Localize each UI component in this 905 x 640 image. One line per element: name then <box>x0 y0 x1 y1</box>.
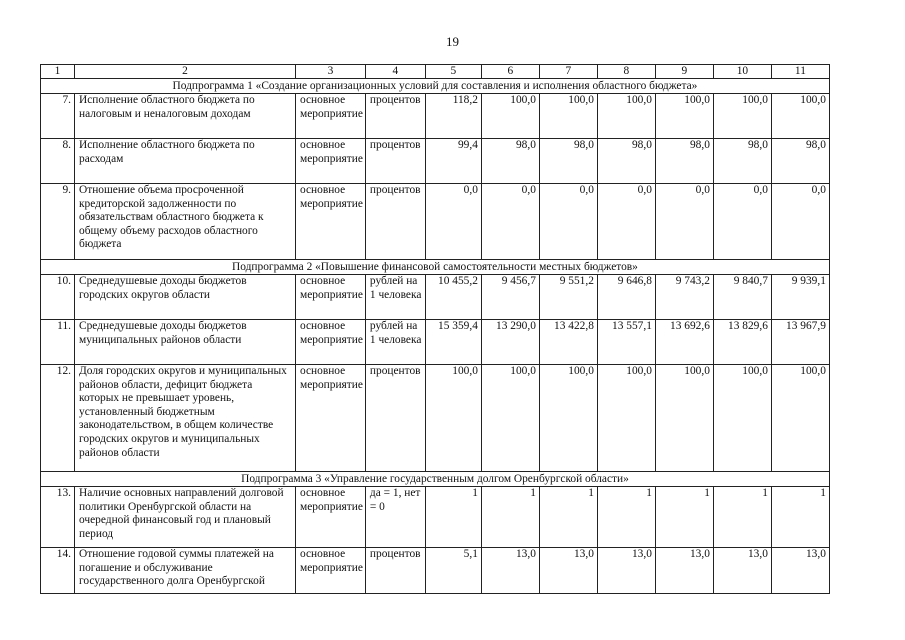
indicator-value: 118,2 <box>425 94 481 139</box>
indicator-name: Наличие основных направлений долговой политики Оренбургской области на очередной финансовый год и плановый период <box>75 487 296 548</box>
indicator-name: Среднедушевые доходы бюджетов городских округов области <box>75 275 296 320</box>
indicator-value: 100,0 <box>655 94 713 139</box>
subprogram-row <box>41 472 830 487</box>
column-number-cell: 4 <box>365 65 425 79</box>
indicator-value: 0,0 <box>481 184 539 260</box>
row-number: 11. <box>41 320 75 365</box>
indicator-value: 5,1 <box>425 548 481 594</box>
row-number: 8. <box>41 139 75 184</box>
indicator-value: 100,0 <box>481 365 539 472</box>
indicator-value: 13 422,8 <box>539 320 597 365</box>
row-number: 10. <box>41 275 75 320</box>
indicator-type: основное мероприятие <box>296 548 366 594</box>
indicator-type: основное мероприятие <box>296 184 366 260</box>
column-number-cell: 5 <box>425 65 481 79</box>
table-row <box>41 94 830 139</box>
row-number: 13. <box>41 487 75 548</box>
indicator-value: 100,0 <box>771 94 829 139</box>
indicator-value: 100,0 <box>655 365 713 472</box>
unit-of-measure: процентов <box>365 184 425 260</box>
indicator-value: 9 551,2 <box>539 275 597 320</box>
table-row <box>41 275 830 320</box>
unit-of-measure: процентов <box>365 139 425 184</box>
indicator-type: основное мероприятие <box>296 94 366 139</box>
indicator-value: 100,0 <box>481 94 539 139</box>
indicator-name: Отношение годовой суммы платежей на погашение и обслуживание государственного долга Оренбургской <box>75 548 296 594</box>
indicator-value: 0,0 <box>597 184 655 260</box>
unit-of-measure: процентов <box>365 94 425 139</box>
table-row <box>41 365 830 472</box>
indicator-value: 98,0 <box>713 139 771 184</box>
indicator-type: основное мероприятие <box>296 487 366 548</box>
table-row <box>41 548 830 594</box>
indicator-value: 100,0 <box>597 365 655 472</box>
indicator-value: 13 290,0 <box>481 320 539 365</box>
unit-of-measure: процентов <box>365 365 425 472</box>
indicator-value: 1 <box>713 487 771 548</box>
indicator-value: 1 <box>597 487 655 548</box>
indicator-value: 98,0 <box>655 139 713 184</box>
indicator-value: 100,0 <box>771 365 829 472</box>
indicator-value: 9 743,2 <box>655 275 713 320</box>
indicator-value: 13 829,6 <box>713 320 771 365</box>
indicator-value: 0,0 <box>539 184 597 260</box>
column-number-cell: 7 <box>539 65 597 79</box>
indicator-name: Отношение объема просроченной кредиторской задолженности по обязательствам областного бюджета к общему объему расходов областного бюджета <box>75 184 296 260</box>
unit-of-measure: процентов <box>365 548 425 594</box>
indicator-value: 0,0 <box>655 184 713 260</box>
indicator-type: основное мероприятие <box>296 275 366 320</box>
indicator-value: 13 967,9 <box>771 320 829 365</box>
column-number-cell: 8 <box>597 65 655 79</box>
column-number-cell: 10 <box>713 65 771 79</box>
indicator-value: 1 <box>655 487 713 548</box>
indicator-name: Доля городских округов и муниципальных районов области, дефицит бюджета которых не превышает уровень, установленный бюджетным законодательством, в общем количестве городских округов и муниципальных районов области <box>75 365 296 472</box>
column-number-cell: 3 <box>296 65 366 79</box>
indicator-value: 13,0 <box>771 548 829 594</box>
row-number: 12. <box>41 365 75 472</box>
indicator-value: 98,0 <box>771 139 829 184</box>
unit-of-measure: рублей на 1 человека <box>365 320 425 365</box>
indicators-table <box>40 64 830 594</box>
unit-of-measure: рублей на 1 человека <box>365 275 425 320</box>
column-number-cell: 11 <box>771 65 829 79</box>
indicator-value: 9 840,7 <box>713 275 771 320</box>
indicator-value: 98,0 <box>481 139 539 184</box>
indicator-name: Среднедушевые доходы бюджетов муниципальных районов области <box>75 320 296 365</box>
row-number: 7. <box>41 94 75 139</box>
indicator-value: 99,4 <box>425 139 481 184</box>
column-number-cell: 2 <box>75 65 296 79</box>
row-number: 14. <box>41 548 75 594</box>
indicator-value: 13,0 <box>713 548 771 594</box>
column-number-cell: 9 <box>655 65 713 79</box>
indicator-value: 100,0 <box>597 94 655 139</box>
indicator-value: 13,0 <box>597 548 655 594</box>
subprogram-row <box>41 79 830 94</box>
indicator-value: 100,0 <box>539 365 597 472</box>
column-number-row <box>41 65 830 79</box>
indicator-type: основное мероприятие <box>296 365 366 472</box>
indicator-value: 0,0 <box>713 184 771 260</box>
row-number: 9. <box>41 184 75 260</box>
indicator-value: 0,0 <box>771 184 829 260</box>
indicator-value: 100,0 <box>425 365 481 472</box>
indicator-value: 13 692,6 <box>655 320 713 365</box>
indicator-value: 1 <box>771 487 829 548</box>
indicator-value: 15 359,4 <box>425 320 481 365</box>
indicator-value: 98,0 <box>597 139 655 184</box>
column-number-cell: 6 <box>481 65 539 79</box>
unit-of-measure: да = 1, нет = 0 <box>365 487 425 548</box>
indicator-type: основное мероприятие <box>296 320 366 365</box>
indicator-type: основное мероприятие <box>296 139 366 184</box>
indicator-value: 100,0 <box>713 365 771 472</box>
indicator-value: 100,0 <box>539 94 597 139</box>
indicator-value: 1 <box>539 487 597 548</box>
subprogram-row <box>41 260 830 275</box>
indicator-value: 1 <box>425 487 481 548</box>
indicator-value: 100,0 <box>713 94 771 139</box>
indicator-value: 0,0 <box>425 184 481 260</box>
indicator-name: Исполнение областного бюджета по расходам <box>75 139 296 184</box>
column-number-cell: 1 <box>41 65 75 79</box>
table-row <box>41 320 830 365</box>
indicator-value: 98,0 <box>539 139 597 184</box>
indicator-name: Исполнение областного бюджета по налоговым и неналоговым доходам <box>75 94 296 139</box>
table-row <box>41 139 830 184</box>
subprogram-title: Подпрограмма 2 «Повышение финансовой самостоятельности местных бюджетов» <box>41 260 830 275</box>
indicator-value: 9 646,8 <box>597 275 655 320</box>
indicator-value: 9 939,1 <box>771 275 829 320</box>
indicator-value: 1 <box>481 487 539 548</box>
indicator-value: 13 557,1 <box>597 320 655 365</box>
indicator-value: 10 455,2 <box>425 275 481 320</box>
indicator-value: 13,0 <box>655 548 713 594</box>
table-row <box>41 487 830 548</box>
indicator-value: 9 456,7 <box>481 275 539 320</box>
subprogram-title: Подпрограмма 1 «Создание организационных условий для составления и исполнения областного бюджета» <box>41 79 830 94</box>
indicator-value: 13,0 <box>539 548 597 594</box>
table-row <box>41 184 830 260</box>
indicator-value: 13,0 <box>481 548 539 594</box>
subprogram-title: Подпрограмма 3 «Управление государственным долгом Оренбургской области» <box>41 472 830 487</box>
page-number: 19 <box>446 34 459 49</box>
